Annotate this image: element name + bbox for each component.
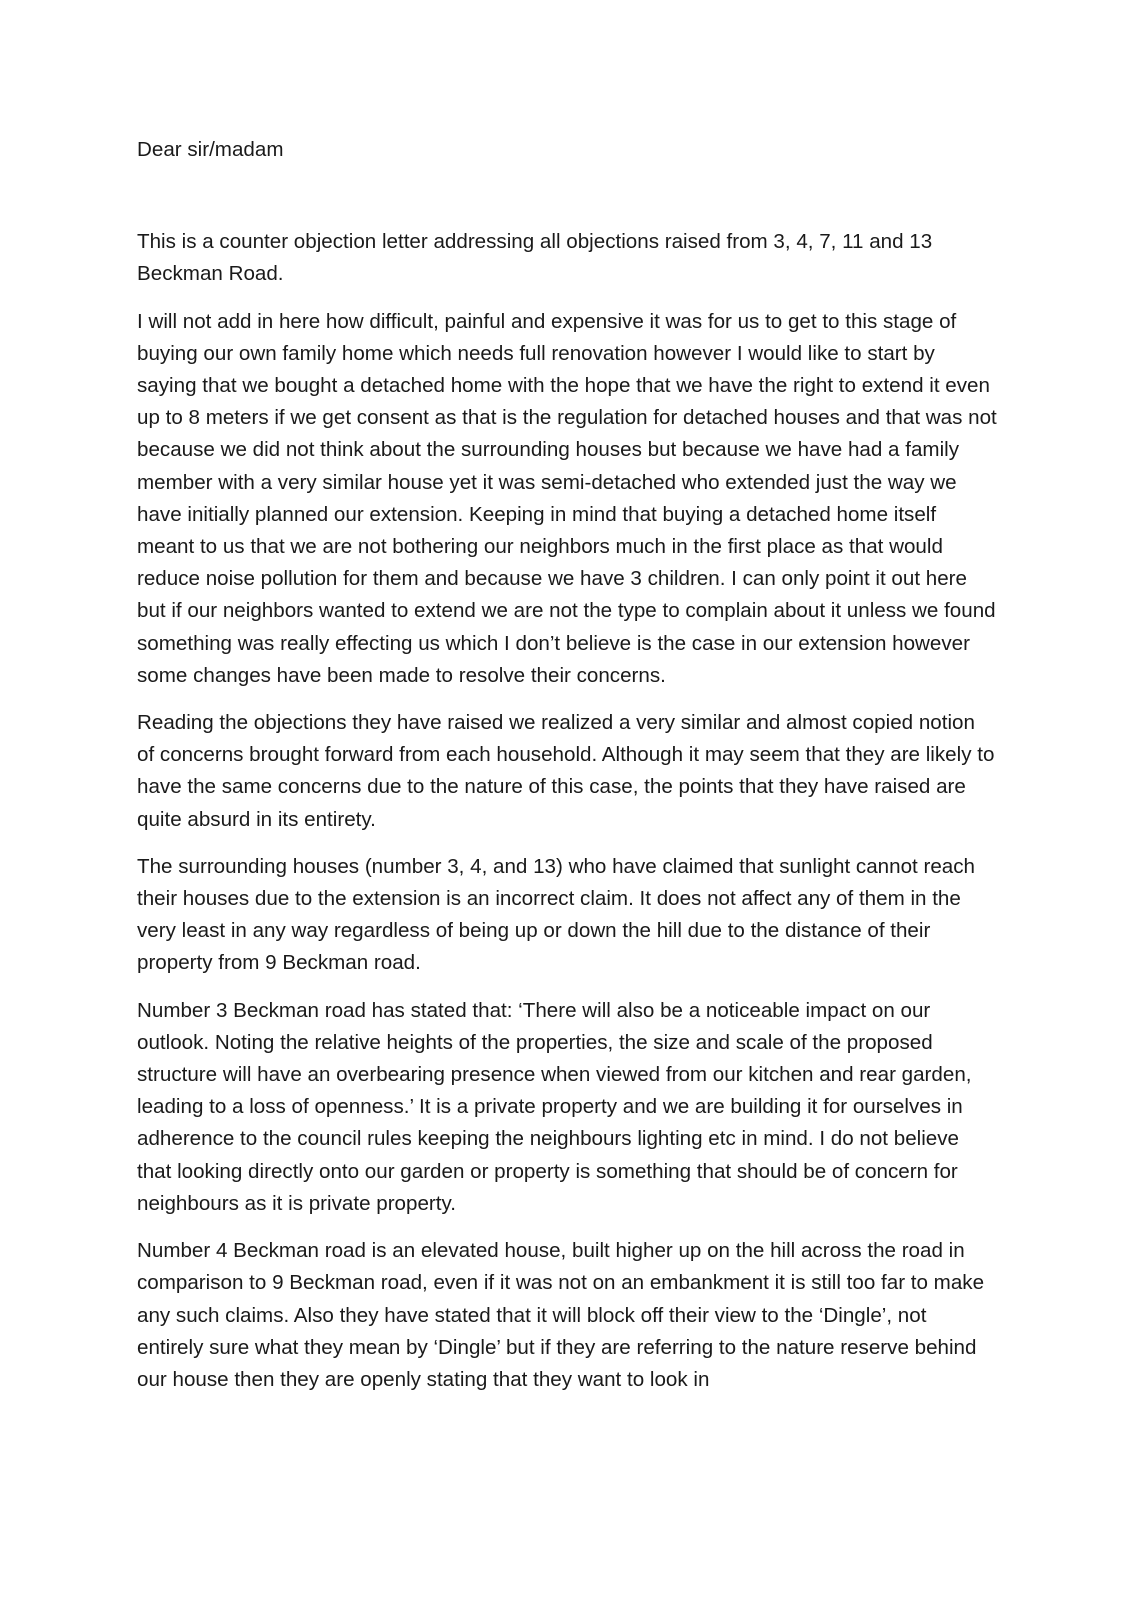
letter-body (137, 134, 997, 1411)
letter-salutation: Dear sir/madam (137, 138, 284, 161)
paragraph-background: I will not add in here how difficult, painful and expensive it was for us to get to this stage of buying our own family home which needs full renovation however I would like to start by saying that we bought a detached home with the hope that we have the right to extend it even up to 8 meters if we get consent as that is the regulation for detached houses and that was not because we did not think about the surrounding houses but because we have had a family member with a very similar house yet it was semi-detached who extended just the way we have initially planned our extension. Keeping in mind that buying a detached home itself meant to us that we are not bothering our neighbors much in the first place as that would reduce noise pollution for them and because we have 3 children. I can only point it out here but if our neighbors wanted to extend we are not the type to complain about it unless we found something was really effecting us which I don’t believe is the case in our extension however some changes have been made to resolve their concerns. (137, 309, 997, 687)
paragraph-intro: This is a counter objection letter addressing all objections raised from 3, 4, 7, 11 and 13 Beckman Road. (137, 230, 933, 286)
paragraph-objections-overview: Reading the objections they have raised we realized a very similar and almost copied notion of concerns brought forward from each household. Although it may seem that they are likely to have the same concerns due to the nature of this case, the points that they have raised are quite absurd in its entirety. (137, 711, 995, 831)
paragraph-sunlight-claim: The surrounding houses (number 3, 4, and 13) who have claimed that sunlight cannot reach their houses due to the extension is an incorrect claim. It does not affect any of them in the very least in any way regardless of being up or down the hill due to the distance of their property from 9 Beckman road. (137, 854, 975, 975)
paragraph-number-3: Number 3 Beckman road has stated that: ‘There will also be a noticeable impact on our outlook. Noting the relative heights of the properties, the size and scale of the proposed structure will have an overbearing presence when viewed from our kitchen and rear garden, leading to a loss of openness.’ It is a private property and we are building it for ourselves in adherence to the council rules keeping the neighbours lighting etc in mind. I do not believe that looking directly onto our garden or property is something that should be of concern for neighbours as it is private property. (137, 998, 972, 1215)
paragraph-number-4: Number 4 Beckman road is an elevated house, built higher up on the hill across the road in comparison to 9 Beckman road, even if it was not on an embankment it is still too far to make any such claims. Also they have stated that it will block off their view to the ‘Dingle’, not entirely sure what they mean by ‘Dingle’ but if they are referring to the nature reserve behind our house then they are openly stating that they want to look in (137, 1239, 985, 1391)
